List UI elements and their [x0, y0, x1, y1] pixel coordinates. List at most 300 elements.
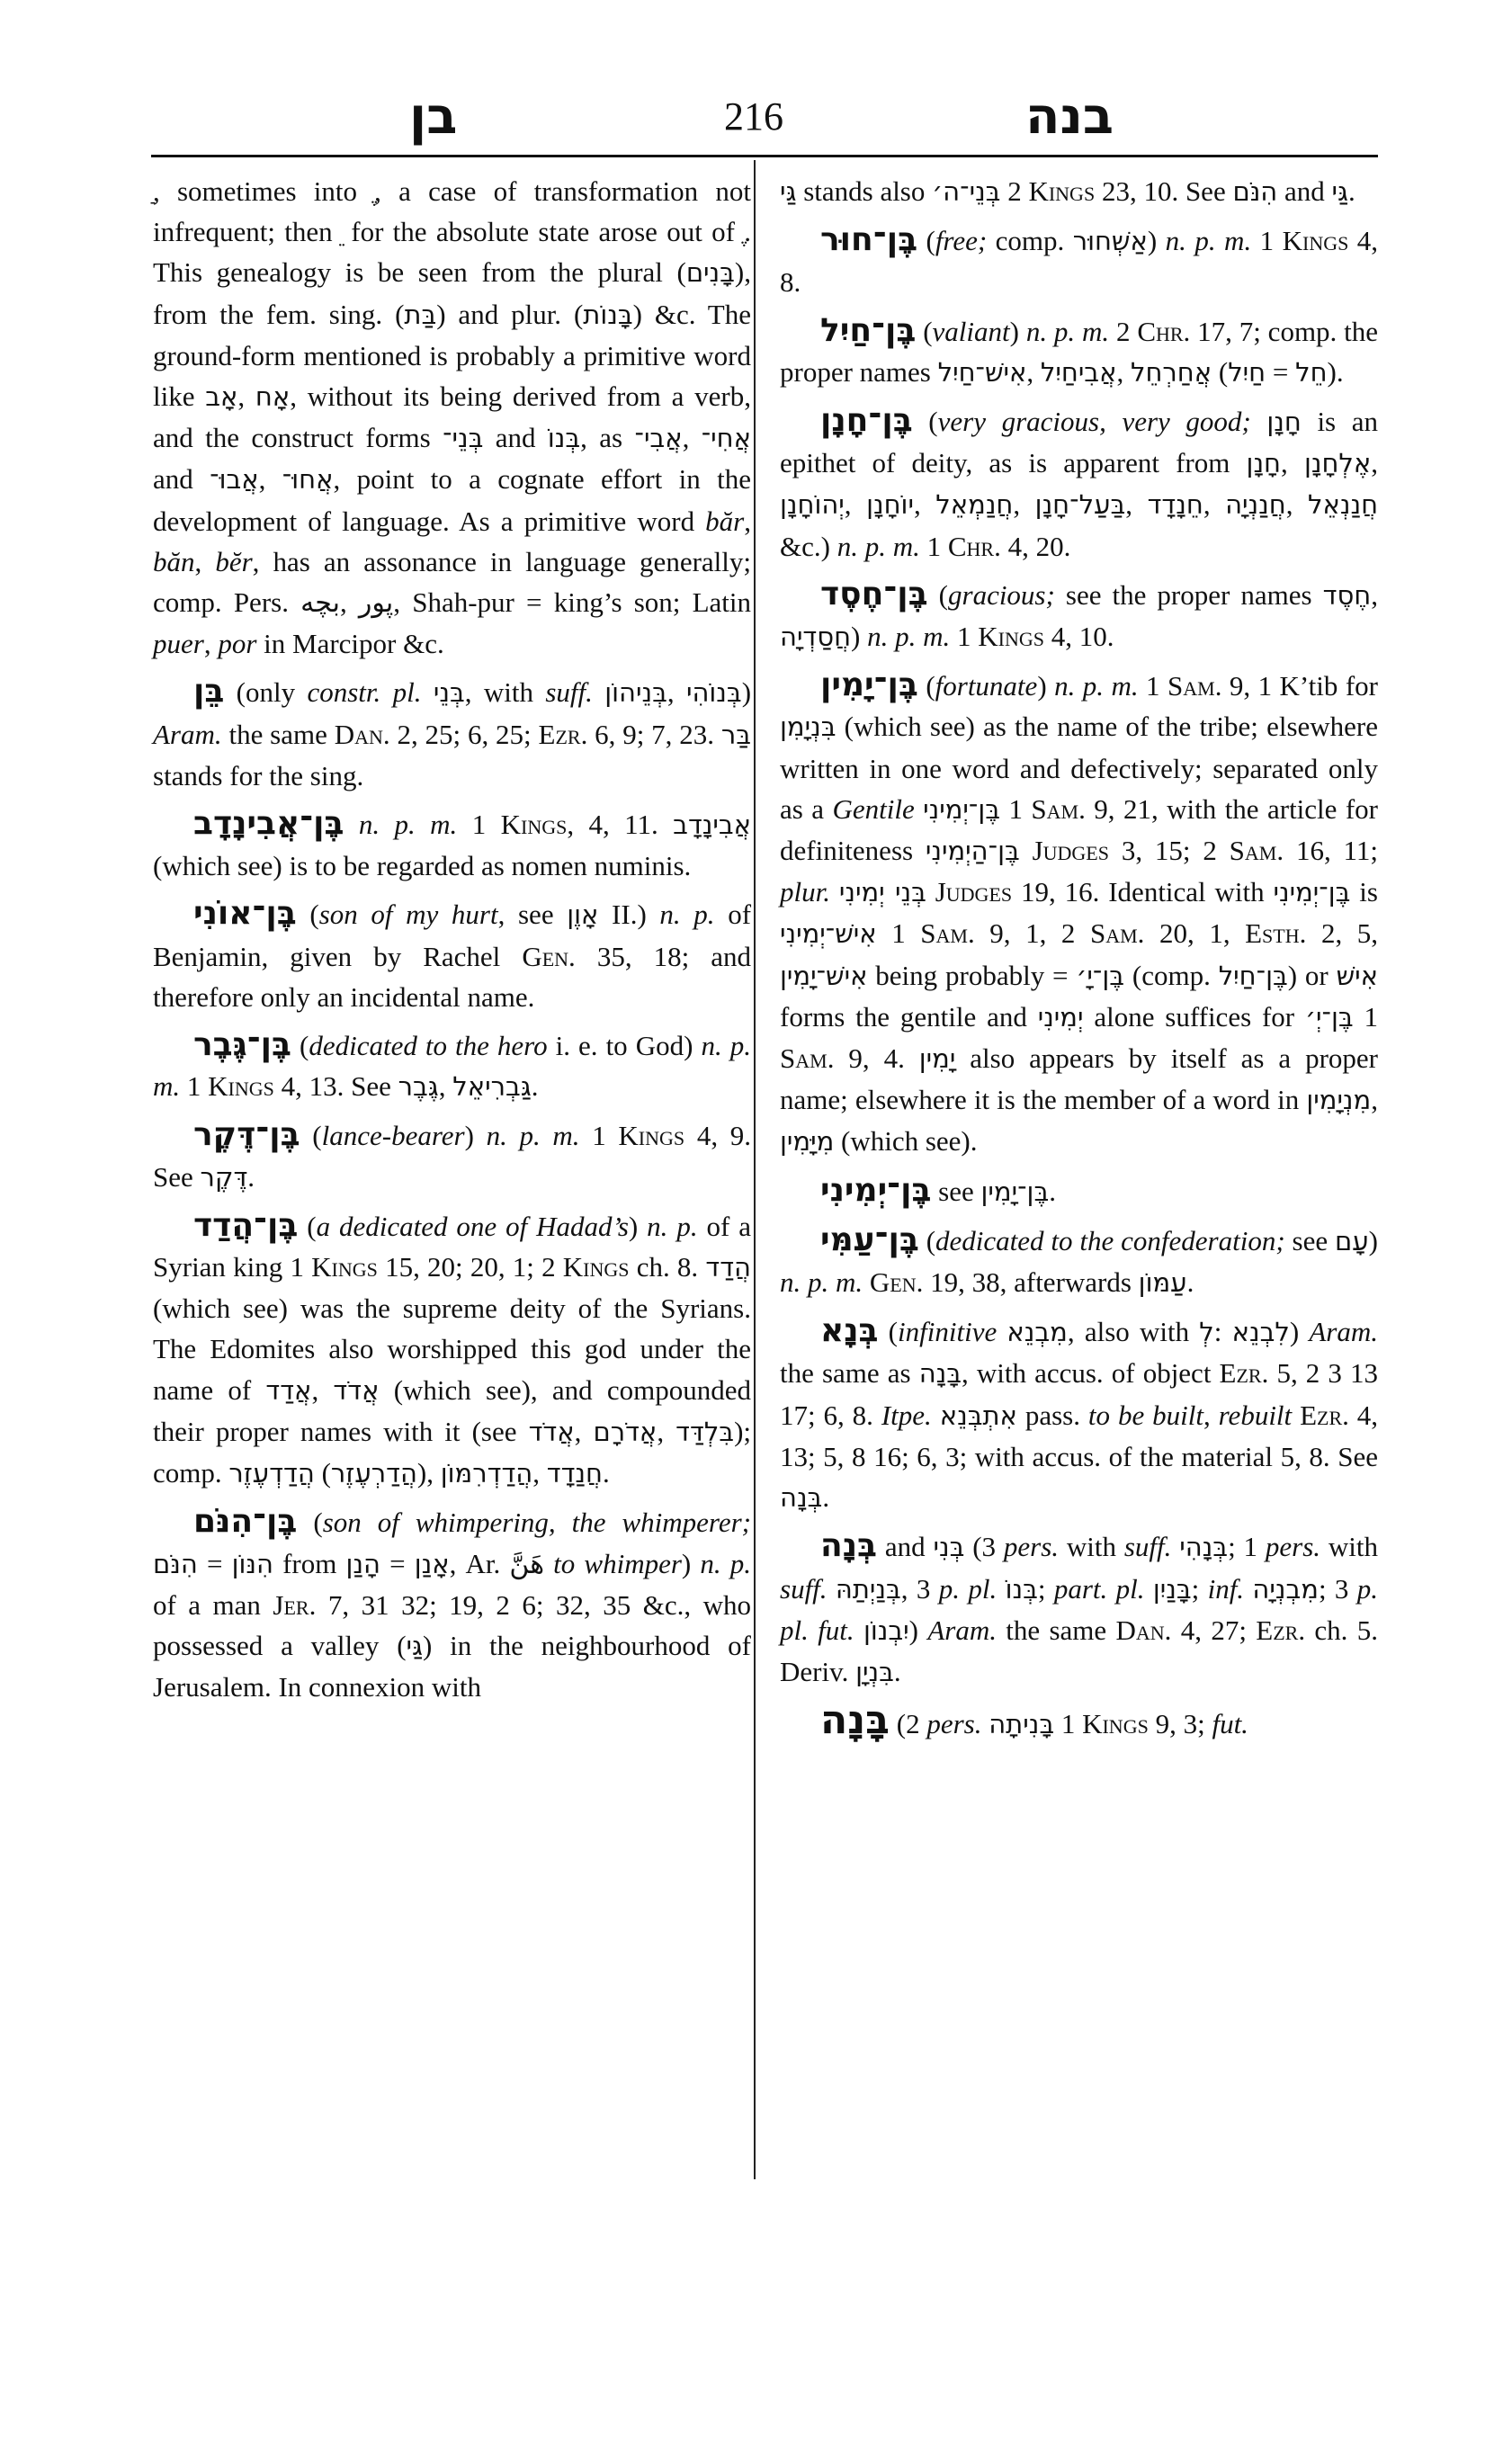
- hebrew-word: בֶּן־יְ׳: [1304, 1001, 1354, 1033]
- hebrew-word: יָמִין: [918, 1043, 956, 1075]
- hebrew-word: גַּי: [1331, 176, 1348, 207]
- hebrew-word: אָב: [205, 381, 238, 413]
- entry-text: being probably =: [867, 959, 1077, 991]
- book-reference: Kings: [208, 1070, 274, 1103]
- entry-text: ,: [1281, 447, 1304, 479]
- italic-gloss: n. p.: [700, 1547, 752, 1579]
- entry-text: 1: [1000, 792, 1032, 825]
- hebrew-word: בֶּן־יָ׳: [1076, 960, 1125, 991]
- entry-text: ,: [237, 380, 255, 413]
- entry-text: ;: [1191, 1572, 1208, 1605]
- italic-gloss: son of my hurt: [318, 899, 498, 931]
- hebrew-word: גֶּבֶר: [398, 1071, 439, 1103]
- entry-text: 9, 1 K’tib for: [1221, 670, 1378, 702]
- hebrew-word: חֶסֶד: [1322, 579, 1372, 611]
- entry-text: (which see) was the supreme deity of the Syrians. The Edomites also worshipped this god under the name of: [153, 1292, 751, 1406]
- entry-headword: בֶּן־הֲדַד: [193, 1206, 299, 1244]
- entry-headword: בֶּן־גֶּבֶר: [193, 1026, 291, 1064]
- hebrew-word: אִישׁ־יָמִין: [780, 960, 868, 991]
- entry-text: 15, 20; 20, 1; 2: [377, 1251, 563, 1283]
- entry-text: =: [197, 1547, 232, 1579]
- italic-gloss: fortunate: [935, 670, 1038, 702]
- entry-text: (which see) as the name of the tribe; elsewhere written in one word and defectively; separated only as a: [780, 711, 1378, 825]
- entry-text: (: [878, 1316, 899, 1348]
- italic-gloss: dedicated to the hero: [309, 1030, 548, 1062]
- entry-text: ַ, sometimes into ֶ, a case of transformation not infrequent; then ֵ for the absolute state arose out of ֶ. This genealogy is be seen from the plural (: [153, 175, 751, 289]
- entry-text: the same: [221, 718, 335, 750]
- entry-text: 3, 15; 2: [1108, 835, 1230, 867]
- entry-text: ): [681, 1547, 701, 1579]
- entry-text: 1: [1138, 670, 1168, 702]
- entry-text: 16, 11;: [1284, 835, 1378, 867]
- book-reference: Kings: [978, 621, 1044, 653]
- entry-text: [830, 876, 839, 908]
- entry-text: ,: [1203, 1399, 1219, 1431]
- hebrew-word: בְּנִי: [933, 1532, 965, 1563]
- hebrew-word: בַּת: [404, 299, 437, 330]
- italic-gloss: n. p. m.: [1054, 670, 1139, 702]
- entry-headword: בְּנָה: [820, 1527, 877, 1565]
- hebrew-word: בַּר: [720, 719, 751, 750]
- italic-gloss: suff.: [545, 676, 593, 709]
- hebrew-word: חֲנַנְיָה: [1225, 489, 1286, 521]
- italic-gloss: n. p. m.: [837, 530, 920, 562]
- hebrew-word: חֲסַדְיָה: [780, 621, 852, 653]
- entry-headword: בְּנָא: [820, 1312, 879, 1350]
- italic-gloss: very gracious, very good;: [937, 406, 1251, 438]
- hebrew-word: אֲחַרְחֵל: [1130, 356, 1212, 388]
- hebrew-word: בָּנִיתָה: [989, 1709, 1055, 1740]
- italic-gloss: part. pl.: [1053, 1572, 1145, 1605]
- entry-text: .: [247, 1160, 255, 1193]
- entry-text: , as: [580, 422, 635, 454]
- entry-text: ): [1289, 1316, 1310, 1348]
- dictionary-entry-ben-hadad: [153, 1205, 751, 1494]
- hebrew-word: אָנַן: [414, 1548, 450, 1579]
- entry-headword: בֶּן־אֲבִינָדָב: [193, 805, 344, 843]
- entry-text: from: [273, 1547, 346, 1579]
- book-reference: Sam.: [1089, 917, 1145, 950]
- entry-text: (2: [890, 1708, 927, 1740]
- entry-text: ,: [438, 1070, 453, 1103]
- hebrew-word: אֲדַד: [265, 1374, 312, 1406]
- page-number: 216: [724, 94, 783, 139]
- entry-text: with: [1320, 1531, 1378, 1563]
- hebrew-word: מִנְיָמִין: [1306, 1085, 1372, 1116]
- hebrew-word: בְּנַיְתַהּ: [835, 1573, 901, 1605]
- entry-text: (: [314, 1457, 331, 1489]
- italic-gloss: valiant: [932, 315, 1010, 347]
- hebrew-word: גַּי: [780, 176, 797, 207]
- italic-gloss: n. p. m.: [153, 1030, 751, 1103]
- entry-text: (: [1212, 355, 1229, 388]
- entry-text: ): [851, 621, 868, 653]
- dictionary-entry-ben-aram: [153, 671, 751, 796]
- entry-headword: בֶּן־אוֹנִי: [193, 895, 297, 933]
- entry-headword: בֵּן: [193, 673, 225, 711]
- entry-text: [997, 1316, 1007, 1347]
- hebrew-word: הֲדַד: [705, 1252, 751, 1283]
- entry-text: 19, 16. Identical with: [1012, 876, 1274, 908]
- dictionary-entry-bena-aram: [780, 1310, 1378, 1518]
- book-reference: Sam.: [780, 1042, 835, 1075]
- book-reference: Sam.: [1168, 670, 1222, 702]
- book-reference: Chr.: [1137, 315, 1191, 347]
- hebrew-word: חָנָן: [1246, 448, 1282, 479]
- entry-text: 9, 3;: [1148, 1708, 1212, 1740]
- book-reference: Kings: [1282, 225, 1349, 257]
- entry-text: ,: [1371, 447, 1379, 479]
- italic-gloss: inf.: [1207, 1572, 1245, 1605]
- entry-text: [915, 793, 923, 825]
- entry-text: ): [628, 1210, 648, 1242]
- entry-headword: בֶּן־יְמִינִי: [820, 1171, 932, 1209]
- book-reference: Kings: [1028, 175, 1096, 207]
- running-head: [148, 85, 1381, 148]
- entry-text: 6, 9; 7, 23.: [587, 718, 721, 750]
- hebrew-word: בֶּן־הַיְמִינִי: [925, 836, 1020, 867]
- entry-text: ,: [532, 1457, 547, 1489]
- italic-gloss: son of whimpering, the whimperer;: [322, 1507, 751, 1539]
- entry-text: , has an assonance in language generally; comp. Pers.: [153, 545, 751, 619]
- italic-gloss: n. p.: [647, 1210, 698, 1242]
- book-reference: Ezr.: [1300, 1399, 1349, 1431]
- dictionary-entry-ben-yamin: [780, 665, 1378, 1162]
- entry-text: with: [1059, 1531, 1124, 1563]
- book-reference: Gen.: [869, 1266, 924, 1299]
- italic-gloss: to whimper: [553, 1547, 682, 1579]
- hebrew-word: בִּלְדַּד: [675, 1416, 735, 1447]
- entry-text: .: [1186, 1266, 1194, 1299]
- hebrew-word: בְּנֵי־: [443, 423, 484, 454]
- entry-text: [926, 876, 935, 908]
- entry-text: of a Syrian king 1: [153, 1210, 751, 1283]
- entry-text: (: [912, 406, 938, 438]
- entry-text: ) in the neighbourhood of Jerusalem. In connexion with: [153, 1629, 751, 1703]
- entry-text: of Benjamin, given by Rachel: [153, 899, 752, 972]
- italic-gloss: băr: [705, 505, 745, 537]
- entry-text: ) and plur. (: [436, 298, 584, 330]
- book-reference: Ezr.: [1256, 1614, 1306, 1646]
- italic-gloss: to be built: [1087, 1399, 1203, 1431]
- hebrew-word: אִישׁ־חַיִל: [937, 356, 1027, 388]
- italic-gloss: rebuilt: [1218, 1399, 1293, 1431]
- hebrew-word: בְּנֵיהוֹן: [604, 677, 667, 709]
- entry-text: 1: [919, 530, 948, 562]
- entry-text: , see: [497, 899, 568, 931]
- entry-text: see the proper names: [1054, 578, 1323, 611]
- entry-text: 17, 7; comp. the proper names: [780, 315, 1379, 388]
- hebrew-word: בְּנֵי יְמִינִי: [838, 877, 926, 908]
- entry-text: &c.): [780, 530, 837, 562]
- entry-headword: בֶּן־חוּר: [820, 221, 918, 259]
- book-reference: Sam.: [920, 917, 975, 950]
- entry-text: (: [291, 1030, 309, 1062]
- entry-text: [1020, 835, 1033, 866]
- entry-text: :: [1213, 1316, 1232, 1348]
- entry-text: [593, 676, 604, 708]
- book-reference: Judges: [1032, 835, 1109, 867]
- italic-gloss: Itpe.: [881, 1399, 932, 1431]
- entry-text: ,: [194, 545, 216, 577]
- hebrew-word: אִתְבְּנֵא: [939, 1399, 1017, 1431]
- entry-text: ): [464, 1120, 487, 1152]
- hebrew-word: אֲדֹד: [333, 1374, 380, 1406]
- entry-text: 19, 38, afterwards: [923, 1266, 1139, 1299]
- hebrew-word: אַשְׁחוּר: [1072, 226, 1148, 257]
- entry-text: (: [916, 315, 933, 347]
- arabic-persian-word: پور: [358, 587, 394, 620]
- entry-text: 7, 31 32; 19, 2 6; 32, 35 &c., who possessed a valley (: [153, 1588, 751, 1661]
- entry-text: 1: [579, 1120, 619, 1152]
- hebrew-word: אֲבִי־: [634, 423, 683, 454]
- entry-text: ,: [1203, 488, 1226, 521]
- entry-text: ),: [416, 1457, 441, 1489]
- entry-text: is: [1350, 876, 1378, 908]
- hebrew-word: חָנָן: [1266, 407, 1302, 438]
- entry-text: 1: [876, 917, 921, 950]
- italic-gloss: p. pl.: [938, 1572, 998, 1605]
- hebrew-word: בֶּן־יְמִינִי: [1273, 877, 1351, 908]
- hebrew-word: הֲדַדְעֶזֶר: [228, 1458, 315, 1489]
- italic-gloss: a dedicated one of Hadad’s: [316, 1210, 629, 1242]
- hebrew-word: בְּנֵי: [433, 677, 465, 709]
- entry-text: ,: [258, 463, 282, 496]
- entry-text: [1251, 406, 1267, 437]
- hebrew-word: בַּעַל־חָנָן: [1034, 489, 1126, 521]
- entry-text: (: [298, 1210, 317, 1242]
- entry-text: ): [741, 676, 752, 709]
- hebrew-word: מִבְנֵא: [1007, 1317, 1068, 1348]
- entry-text: 9, 4.: [834, 1042, 919, 1075]
- entry-text: ,: [311, 1373, 334, 1406]
- hebrew-word: בִּנְיָן: [855, 1656, 894, 1687]
- hebrew-word: אָח: [255, 381, 291, 413]
- hebrew-word: יְמִינִי: [1037, 1001, 1084, 1033]
- italic-gloss: fut.: [1212, 1708, 1248, 1740]
- entry-text: (: [296, 899, 319, 931]
- entry-text: [932, 1399, 940, 1431]
- hebrew-word: יִבְנוֹן: [863, 1614, 909, 1646]
- book-reference: Judges: [935, 876, 1013, 908]
- entry-text: .: [1347, 175, 1355, 207]
- hebrew-word: חֲנַנְאֵל: [1308, 489, 1379, 521]
- entry-text: [544, 1548, 553, 1579]
- header-rule: [151, 155, 1378, 157]
- entry-text: 1: [457, 809, 501, 841]
- hebrew-word: בְּנוֹהִי: [685, 677, 742, 709]
- entry-text: ): [1037, 670, 1055, 702]
- italic-gloss: suff.: [1123, 1531, 1172, 1563]
- hebrew-word: דֶּקֶר: [200, 1161, 248, 1193]
- hebrew-word: בֶּן־יְמִינִי: [923, 793, 1001, 825]
- entry-text: [1292, 1399, 1300, 1431]
- guide-word-right: בנה: [1025, 87, 1114, 146]
- entry-text: ,: [1371, 1084, 1378, 1116]
- entry-text: (: [297, 1507, 323, 1539]
- hebrew-word: אֲבִיחַיִל: [1040, 356, 1117, 388]
- hebrew-word: אֲחוּ־: [282, 464, 334, 496]
- entry-headword: בָּנָה: [820, 1697, 890, 1744]
- hebrew-word: אֶלְחָנָן: [1303, 448, 1372, 479]
- book-reference: Sam.: [1229, 835, 1284, 867]
- right-column: [780, 171, 1378, 1752]
- entry-text: ,: [913, 488, 936, 521]
- entry-text: forms the gentile and: [780, 1000, 1038, 1033]
- dictionary-entry-ben-ammi: [780, 1220, 1378, 1303]
- entry-text: stands for the sing.: [153, 759, 364, 791]
- entry-text: ,: [574, 1415, 594, 1447]
- hebrew-word: מִבְנְיָה: [1252, 1573, 1319, 1605]
- entry-text: 20, 1,: [1144, 917, 1246, 950]
- entry-text: (: [917, 225, 935, 257]
- hebrew-word: בְּנוֹ: [1005, 1573, 1038, 1605]
- italic-gloss: gracious;: [948, 578, 1055, 611]
- entry-text: =: [1266, 355, 1296, 388]
- entry-text: also appears by itself as a proper name; elsewhere it is the member of a word in: [780, 1042, 1379, 1116]
- hebrew-word: לִבְנֵא: [1231, 1317, 1290, 1348]
- entry-text: 4, 27;: [1171, 1614, 1257, 1646]
- entry-text: ch. 5. Deriv.: [780, 1614, 1379, 1687]
- hebrew-word: אֲדֹרָם: [593, 1416, 658, 1447]
- entry-text: , Shah-pur = king’s son; Latin: [393, 586, 751, 619]
- book-reference: Sam.: [1031, 792, 1086, 825]
- hebrew-word: הֲדַרְעֶזֶר: [330, 1458, 417, 1489]
- entry-text: ,: [1371, 578, 1378, 611]
- entry-text: ,: [682, 422, 702, 454]
- entry-text: ,: [1013, 488, 1035, 521]
- book-reference: Kings: [1082, 1708, 1149, 1740]
- entry-text: ) &c. The ground-form mentioned is probably a primitive word like: [153, 298, 751, 413]
- hebrew-word: אִישׁ: [1336, 960, 1378, 991]
- entry-text: .: [531, 1070, 539, 1103]
- entry-headword: בֶּן־חָנָן: [820, 402, 913, 440]
- entry-headword: בֶּן־חַיִל: [820, 311, 917, 349]
- book-reference: Chr.: [947, 530, 1001, 562]
- entry-text: .: [1049, 1175, 1056, 1207]
- hebrew-word: בָּנָה: [918, 1358, 962, 1390]
- entry-text: II.): [598, 899, 660, 931]
- entry-text: the same as: [780, 1357, 919, 1390]
- entry-text: [828, 1573, 836, 1605]
- italic-gloss: n. p. m.: [867, 621, 951, 653]
- entry-text: 9, 21, with the article for definiteness: [780, 792, 1379, 867]
- entry-text: ,: [657, 1415, 676, 1447]
- book-reference: Kings: [311, 1251, 378, 1283]
- entry-text: [854, 1614, 863, 1646]
- entry-headword: בֶּן־דֶּקֶר: [193, 1116, 300, 1154]
- entry-text: ,: [203, 628, 219, 660]
- entry-text: (: [300, 1120, 322, 1152]
- entry-text: 35, 18; and therefore only an incidental name.: [153, 940, 751, 1013]
- italic-gloss: pers.: [1003, 1531, 1060, 1563]
- entry-text: =: [380, 1547, 415, 1579]
- book-reference: Esth.: [1245, 917, 1307, 950]
- hebrew-word: הֲדַדְרִמּוֹן: [440, 1458, 533, 1489]
- guide-word-left: בן: [409, 87, 458, 146]
- dictionary-entry-ben-hanan: [780, 400, 1378, 567]
- italic-gloss: dedicated to the confederation;: [935, 1224, 1285, 1256]
- entry-text: 4, 10.: [1043, 621, 1114, 653]
- italic-gloss: Aram.: [153, 718, 222, 750]
- dictionary-entry-ben-hesed: [780, 574, 1378, 657]
- entry-text: see: [1284, 1224, 1335, 1256]
- entry-text: [997, 1573, 1005, 1605]
- entry-text: 2, 5,: [1306, 917, 1378, 950]
- entry-text: ,: [339, 586, 359, 619]
- entry-text: , also with: [1067, 1316, 1200, 1348]
- entry-text: i. e. to God): [547, 1030, 702, 1062]
- entry-text: [863, 1266, 870, 1298]
- book-reference: Jer.: [273, 1588, 317, 1621]
- entry-text: ) or: [1287, 959, 1337, 991]
- hebrew-word: בֶּן־חַיִל: [1218, 960, 1288, 991]
- dictionary-entry-ben-yemini: [780, 1170, 1378, 1212]
- italic-gloss: n. p. m.: [1025, 315, 1110, 347]
- hebrew-word: אָוֶן: [567, 899, 599, 931]
- entry-text: and: [153, 463, 210, 496]
- entry-text: 2: [1109, 315, 1138, 347]
- italic-gloss: Aram.: [1309, 1316, 1378, 1348]
- entry-text: 1: [950, 621, 979, 653]
- entry-text: [344, 809, 358, 840]
- entry-text: ): [1368, 1224, 1378, 1256]
- entry-text: [422, 676, 434, 708]
- hebrew-word: בָּנוֹת: [583, 299, 633, 330]
- arabic-persian-word: هَنَّ: [509, 1548, 545, 1580]
- entry-text: of a man: [153, 1588, 273, 1621]
- book-reference: Kings: [562, 1251, 630, 1283]
- hebrew-word: חַיִל: [1228, 356, 1266, 388]
- entry-text: ,: [1026, 355, 1041, 388]
- hebrew-word: בָּנִים: [685, 257, 735, 289]
- italic-gloss: Gentile: [832, 792, 915, 825]
- hebrew-word: הִנּוֹן: [231, 1548, 273, 1579]
- italic-gloss: bĕr: [215, 545, 253, 577]
- hebrew-word: בְּנָהִי: [1179, 1532, 1229, 1563]
- hebrew-word: חֲנַדָד: [546, 1458, 603, 1489]
- hebrew-word: בְּנָה: [780, 1482, 823, 1514]
- book-reference: Ezr.: [538, 718, 588, 750]
- hebrew-word: בֶּן־יָמִין: [980, 1176, 1050, 1207]
- entry-text: , Ar.: [449, 1547, 510, 1579]
- entry-text: in Marcipor &c.: [256, 628, 444, 660]
- entry-text: comp.: [987, 225, 1073, 257]
- entry-text: , with accus. of object: [962, 1357, 1220, 1390]
- book-reference: Kings: [618, 1120, 685, 1152]
- italic-gloss: constr. pl.: [307, 676, 422, 709]
- hebrew-word: בְּנוֹ: [547, 423, 581, 454]
- dictionary-entry-ben-hinnom: [153, 1501, 751, 1707]
- entry-text: , point to a cognate effort in the development of language. As a primitive word: [153, 463, 751, 537]
- entry-text: the same: [996, 1614, 1116, 1646]
- hebrew-word: בִּנְיָמִן: [780, 711, 837, 743]
- entry-text: ); comp.: [153, 1415, 752, 1489]
- entry-text: (which see) is to be regarded as nomen numinis.: [153, 850, 692, 882]
- entry-text: ): [1009, 315, 1026, 347]
- italic-gloss: n. p. m.: [780, 1266, 863, 1299]
- entry-text: ), from the fem. sing. (: [153, 256, 751, 330]
- italic-gloss: por: [218, 628, 257, 660]
- entry-headword: בֶּן־יָמִין: [820, 666, 918, 704]
- hebrew-word: עָם: [1334, 1225, 1369, 1256]
- entry-text: , without its being derived from a verb, and the construct forms: [153, 380, 751, 454]
- hebrew-word: עַמּוֹן: [1138, 1267, 1187, 1299]
- hebrew-word: הִנֹּם: [1232, 176, 1278, 207]
- entry-text: (: [918, 1224, 936, 1256]
- hebrew-word: חֵל: [1295, 356, 1328, 388]
- dictionary-entry-banah: [780, 1697, 1378, 1745]
